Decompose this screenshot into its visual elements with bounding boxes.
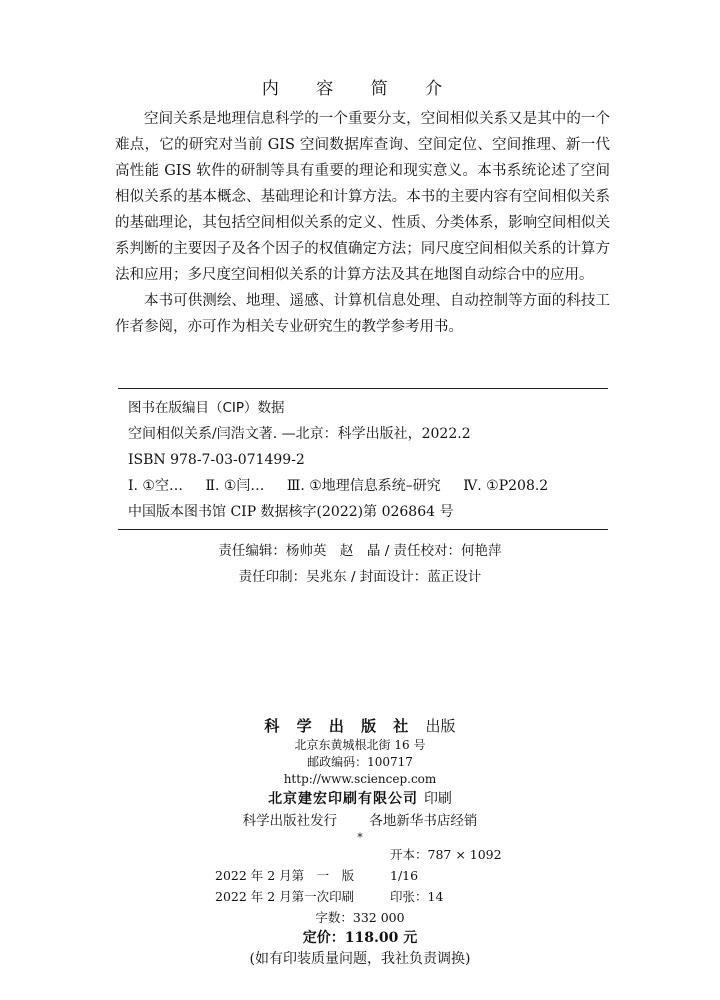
- separator-star: *: [357, 831, 363, 844]
- cip-record: 空间相似关系/闫浩文著. —北京：科学出版社，2022.2: [128, 426, 471, 442]
- publisher-address: 北京东黄城根北街 16 号: [294, 738, 426, 752]
- publisher-postcode: 邮政编码：100717: [307, 755, 413, 769]
- summary-title: 内 容 简 介: [261, 79, 459, 99]
- printer-line: [0, 788, 720, 810]
- word-count: 字数：332 000: [315, 910, 405, 925]
- responsible-editors: [0, 538, 720, 590]
- printer-name: 北京建宏印刷有限公司: [268, 791, 419, 807]
- edition: 2022 年 2 月第 一 版: [215, 868, 355, 883]
- cip-heading: 图书在版编目（CIP）数据: [128, 400, 285, 416]
- cip-class-item: Ⅲ. ①地理信息系统–研究: [286, 478, 441, 494]
- cip-verification: 中国版本图书馆 CIP 数据核字(2022)第 026864 号: [128, 504, 454, 520]
- printing: 2022 年 2 月第一次印刷: [215, 889, 355, 904]
- cip-isbn: ISBN 978-7-03-071499-2: [128, 452, 305, 468]
- format: 开本：787 × 1092 1/16: [390, 847, 502, 883]
- summary-paragraph: 本书可供测绘、地理、遥感、计算机信息处理、自动控制等方面的科技工作者参阅，亦可作为相关专业研究生的教学参考用书。: [115, 293, 610, 335]
- editors-line: 责任编辑：杨帅英 赵 晶 / 责任校对：何艳萍: [218, 543, 502, 559]
- distributor: 科学出版社发行: [242, 813, 338, 829]
- sheets: 印张：14: [390, 889, 444, 904]
- cip-class-item: Ⅱ. ①闫…: [205, 478, 265, 494]
- distribution-line: [0, 810, 720, 832]
- imprint-block: [0, 715, 720, 970]
- publisher-website: http://www.sciencep.com: [283, 772, 437, 786]
- editors-line: 责任印制：吴兆东 / 封面设计：蓝正设计: [238, 569, 482, 585]
- printer-suffix: 印刷: [423, 791, 452, 807]
- publisher-line: [0, 715, 720, 737]
- price: 定价：118.00 元: [302, 930, 418, 946]
- cip-classification: [128, 473, 608, 499]
- printing-line: [0, 886, 720, 907]
- seller: 各地新华书店经销: [369, 813, 478, 829]
- publisher-suffix: 出版: [425, 717, 456, 735]
- cip-class-item: Ⅰ. ①空…: [128, 478, 183, 494]
- summary-body: [115, 106, 610, 340]
- edition-line: [0, 844, 720, 886]
- cip-data-block: [118, 388, 608, 530]
- cip-class-item: Ⅳ. ①P208.2: [463, 478, 549, 494]
- publisher-name: 科 学 出 版 社: [264, 717, 415, 735]
- quality-notice: (如有印装质量问题，我社负责调换): [249, 951, 471, 967]
- summary-paragraph: 空间关系是地理信息科学的一个重要分支，空间相似关系又是其中的一个难点，它的研究对当前 GIS 空间数据库查询、空间定位、空间推理、新一代高性能 GIS 软件的研制等具有重要的理论和现实意义。本书系统论述了空间相似关系的基本概念、基础理论和计算方法。本书的主要内容有空间相似关系的基础理论，其包括空间相似关系的定义、性质、分类体系，影响空间相似关系判断的主要因子及各个因子的权值确定方法；同尺度空间相似关系的计算方法和应用；多尺度空间相似关系的计算方法及其在地图自动综合中的应用。: [115, 111, 610, 283]
